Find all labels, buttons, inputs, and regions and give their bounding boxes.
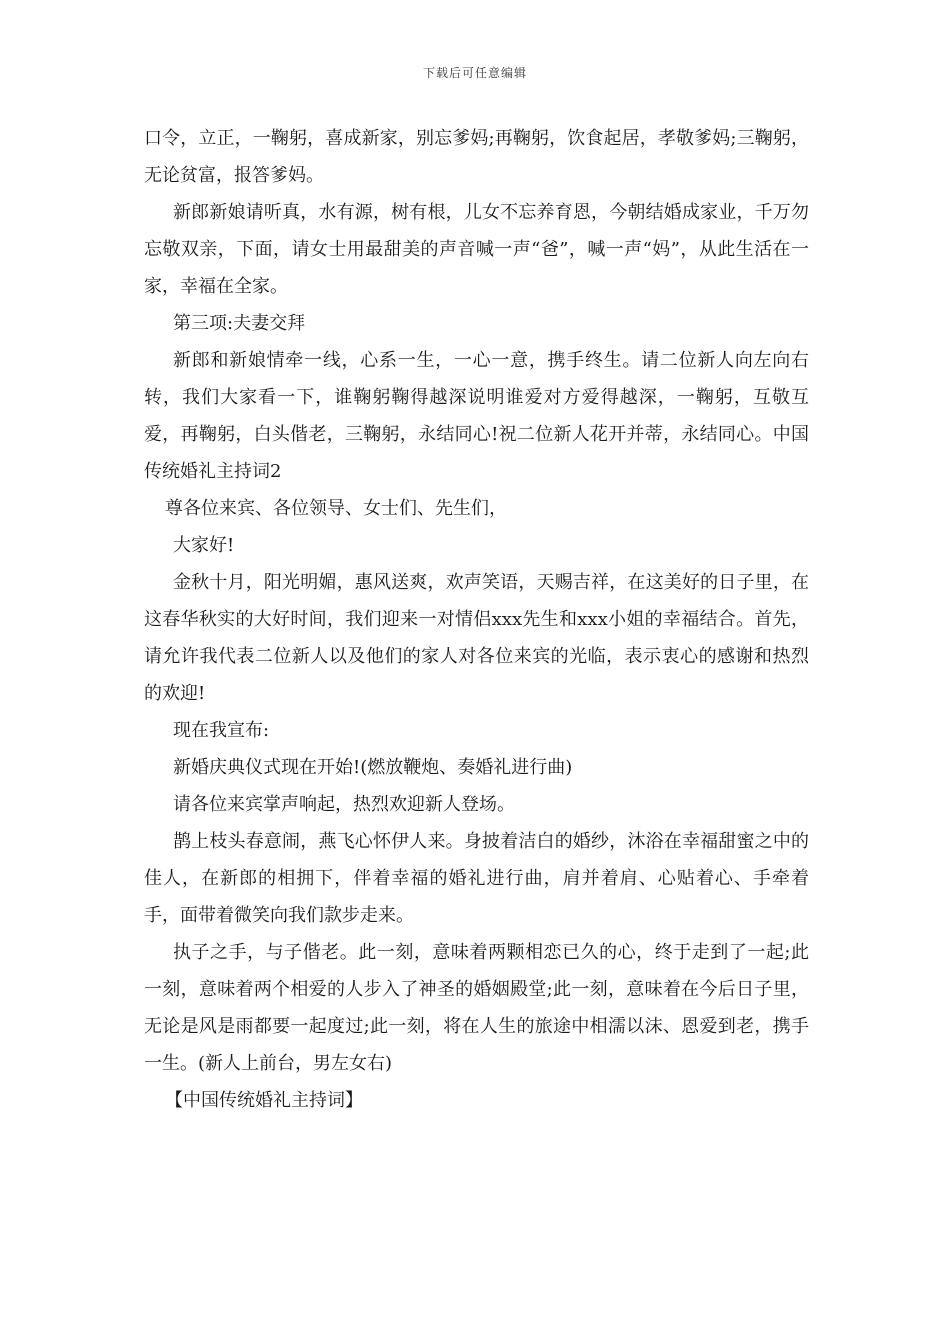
paragraph-8: 现在我宣布: — [173, 720, 270, 741]
paragraph-7: 金秋十月，阳光明媚，惠风送爽，欢声笑语，天赐吉祥，在这美好的日子里，在这春华秋实的大好时间，我们迎来一对情侣xxx先生和xxx小姐的幸福结合。首先，请允许我代表二位新人以及他们的家人对各位来宾的光临，表示衷心的感谢和热烈的欢迎! — [144, 572, 809, 704]
paragraph-6: 大家好! — [173, 535, 235, 556]
paragraph-9: 新婚庆典仪式现在开始!(燃放鞭炮、奏婚礼进行曲) — [173, 757, 573, 778]
document-body — [144, 120, 809, 1119]
paragraph-13: 【中国传统婚礼主持词】 — [165, 1090, 363, 1111]
paragraph-5: 尊各位来宾、各位领导、女士们、先生们， — [165, 498, 507, 519]
paragraph-10: 请各位来宾掌声响起，热烈欢迎新人登场。 — [173, 794, 515, 815]
paragraph-12: 执子之手，与子偕老。此一刻，意味着两颗相恋已久的心，终于走到了一起;此一刻，意味着两个相爱的人步入了神圣的婚姻殿堂;此一刻，意味着在今后日子里，无论是风是雨都要一起度过;此一刻，将在人生的旅途中相濡以沫、恩爱到老，携手一生。(新人上前台，男左女右) — [144, 942, 809, 1074]
paragraph-4: 新郎和新娘情牵一线，心系一生，一心一意，携手终生。请二位新人向左向右转，我们大家看一下，谁鞠躬鞠得越深说明谁爱对方爱得越深，一鞠躬，互敬互爱，再鞠躬，白头偕老，三鞠躬，永结同心!祝二位新人花开并蒂，永结同心。中国传统婚礼主持词2 — [144, 350, 809, 482]
page-header: 下载后可任意编辑 — [422, 66, 527, 80]
paragraph-1: 口令，立正，一鞠躬，喜成新家，别忘爹妈;再鞠躬，饮食起居，孝敬爹妈;三鞠躬，无论贫富，报答爹妈。 — [144, 128, 809, 186]
paragraph-3: 第三项:夫妻交拜 — [173, 313, 306, 334]
paragraph-11: 鹊上枝头春意闹，燕飞心怀伊人来。身披着洁白的婚纱，沐浴在幸福甜蜜之中的佳人，在新郎的相拥下，伴着幸福的婚礼进行曲，肩并着肩、心贴着心、手牵着手，面带着微笑向我们款步走来。 — [144, 831, 809, 926]
paragraph-2: 新郎新娘请听真，水有源，树有根，儿女不忘养育恩，今朝结婚成家业，千万勿忘敬双亲，下面，请女士用最甜美的声音喊一声“爸”，喊一声“妈”，从此生活在一家，幸福在全家。 — [144, 202, 809, 297]
